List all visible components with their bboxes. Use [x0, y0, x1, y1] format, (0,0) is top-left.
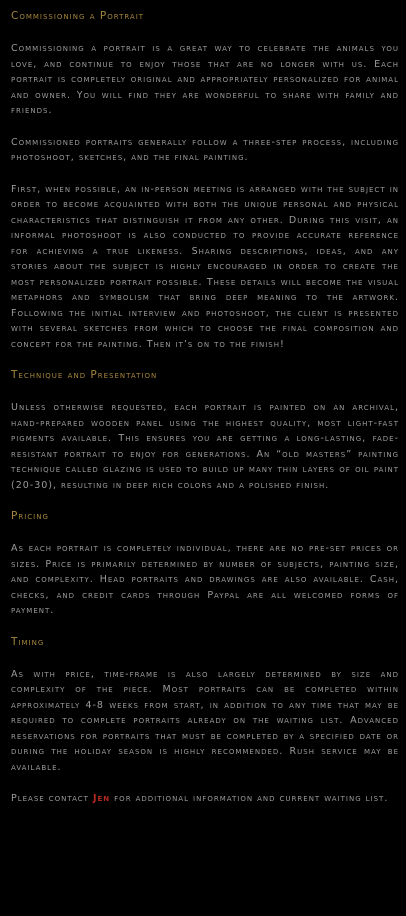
contact-paragraph [11, 791, 399, 807]
section-heading-timing: Timing [11, 635, 45, 648]
paragraph-process: Commissioned portraits generally follow a three-step process, including photoshoot, sketches, and the final painting. [11, 136, 399, 163]
section-heading-technique: Technique and Presentation [11, 369, 158, 381]
section-technique [11, 368, 399, 493]
section-commissioning [11, 9, 399, 352]
section-heading-commissioning: Commissioning a Portrait [11, 10, 145, 22]
paragraph-technique: Unless otherwise requested, each portrait is painted on an archival, hand-prepared wooden panel using the highest quality, most light-fast pigments available. This ensures you are getting a long-lasting, fade-resistant portrait to enjoy for generations. An “old masters” painting technique called glazing is used to build up many thin layers of oil paint (20-30), resulting in deep rich colors and a polished finish. [11, 402, 399, 491]
paragraph-timing: As with price, time-frame is also largely determined by size and complexity of the piece. Most portraits can be completed within approximately 4-8 weeks from start, in addition to any time that may be required to complete portraits already on the waiting list. Advanced reservations for portraits that must be completed by a specified date or during the holiday season is highly recommended. Rush service may be available. [11, 668, 399, 773]
page-content [11, 0, 399, 823]
section-pricing [11, 509, 399, 619]
section-heading-pricing: Pricing [11, 510, 49, 522]
paragraph-steps: First, when possible, an in-person meeting is arranged with the subject in order to become acquainted with both the unique personal and physical characteristics that distinguish it from any other. During this visit, an informal photoshoot is also conducted to provide accurate reference for achieving a true likeness. Sharing descriptions, ideas, and any stories about the subject is highly encouraged in order to create the most personalized portrait possible. These details will become the visual metaphors and symbolism that bring deep meaning to the artwork. Following the initial interview and photoshoot, the client is presented with several sketches from which to choose the final composition and concept for the painting. Then it’s on to the finish! [11, 183, 399, 350]
contact-jen-link[interactable]: Jen [92, 793, 111, 804]
paragraph-intro: Commissioning a portrait is a great way to celebrate the animals you love, and continue to enjoy those that are no longer with us. Each portrait is completely original and appropriately personalized for animal and owner. You will find they are wonderful to share with family and friends. [11, 43, 399, 116]
contact-text-after: for additional information and current waiting list. [110, 793, 389, 804]
section-timing [11, 635, 399, 776]
paragraph-pricing: As each portrait is completely individual, there are no pre-set prices or sizes. Price is primarily determined by number of subjects, painting size, and complexity. Head portraits and drawings are also available. Cash, checks, and credit cards through Paypal are all welcomed forms of payment. [11, 543, 399, 616]
contact-text-before: Please contact [11, 793, 93, 804]
